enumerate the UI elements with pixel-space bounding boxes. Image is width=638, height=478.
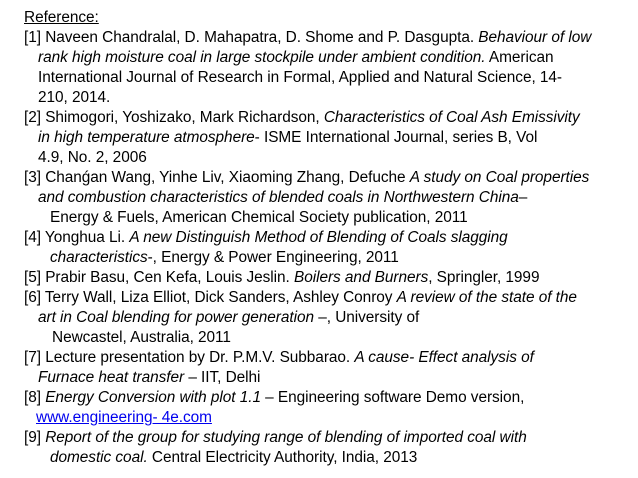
reference-heading: Reference: xyxy=(24,9,99,26)
reference-line xyxy=(24,228,508,248)
reference-title-text: Characteristics of Coal Ash Emissivity xyxy=(323,109,580,126)
reference-text: [7] Lecture presentation by Dr. P.M.V. Subbarao. xyxy=(24,349,355,366)
reference-text: -, Energy & Power Engineering, 2011 xyxy=(147,249,399,266)
reference-line xyxy=(24,348,534,368)
reference-title-text: A new Distinguish Method of Blending of Coals slagging xyxy=(129,229,508,246)
reference-text: , Springler, 1999 xyxy=(428,269,540,286)
reference-title-text: rank high moisture coal in large stockpile under ambient condition. xyxy=(38,49,486,66)
reference-line xyxy=(38,128,537,148)
reference-title-text: A review of the state of the xyxy=(396,289,577,306)
reference-text: American xyxy=(485,49,554,66)
reference-line xyxy=(50,248,399,268)
reference-text: [9] xyxy=(24,429,46,446)
reference-line xyxy=(24,388,524,408)
reference-title-text: A study on Coal properties xyxy=(409,169,590,186)
reference-text: 210, 2014. xyxy=(38,89,111,106)
reference-line xyxy=(36,408,212,428)
reference-title-text: Furnace heat transfer xyxy=(38,369,185,386)
reference-title-text: Report of the group for studying range of blending of imported coal with xyxy=(45,429,527,446)
reference-line xyxy=(24,288,577,308)
reference-text: Central Electricity Authority, India, 2013 xyxy=(147,449,418,466)
reference-title-text: Boilers and Burners xyxy=(294,269,429,286)
reference-title-text: domestic coal. xyxy=(50,449,148,466)
reference-title-text: characteristics xyxy=(50,249,148,266)
reference-title-text: art in Coal blending for power generation xyxy=(38,309,315,326)
reference-line xyxy=(24,268,539,288)
reference-line xyxy=(38,368,260,388)
reference-text: [3] Chanǵan Wang, Yinhe Liv, Xiaoming Zhang, Defuche xyxy=(24,169,410,186)
reference-text: – IIT, Delhi xyxy=(184,369,261,386)
reference-line xyxy=(24,28,591,48)
reference-text: Newcastel, Australia, 2011 xyxy=(52,329,231,346)
reference-title-text: in high temperature atmosphere xyxy=(38,129,255,146)
reference-link[interactable]: www.engineering- 4e.com xyxy=(36,409,212,426)
reference-line xyxy=(24,168,589,188)
reference-line xyxy=(50,208,468,228)
reference-line xyxy=(38,68,562,88)
reference-title-text: and combustion characteristics of blended coals in Northwestern China xyxy=(38,189,519,206)
reference-text: [1] Naveen Chandralal, D. Mahapatra, D. Shome and P. Dasgupta. xyxy=(24,29,479,46)
reference-text: – Engineering software Demo version, xyxy=(260,389,525,406)
reference-line xyxy=(38,188,527,208)
reference-text: [5] Prabir Basu, Cen Kefa, Louis Jeslin. xyxy=(24,269,294,286)
reference-line xyxy=(38,148,147,168)
reference-line xyxy=(52,328,231,348)
reference-text: [4] Yonghua Li. xyxy=(24,229,130,246)
reference-line xyxy=(38,308,419,328)
reference-text: International Journal of Research in Formal, Applied and Natural Science, 14- xyxy=(38,69,563,86)
reference-text: 4.9, No. 2, 2006 xyxy=(38,149,147,166)
reference-line xyxy=(24,108,580,128)
reference-line xyxy=(24,428,527,448)
reference-text: - ISME International Journal, series B, Vol xyxy=(254,129,538,146)
reference-text: Energy & Fuels, American Chemical Society publication, 2011 xyxy=(50,209,468,226)
reference-text: –, University of xyxy=(314,309,420,326)
reference-title-text: A cause- Effect analysis of xyxy=(354,349,534,366)
reference-line xyxy=(38,48,554,68)
reference-title-text: Energy Conversion with plot 1.1 xyxy=(45,389,261,406)
reference-text: [2] Shimogori, Yoshizako, Mark Richardson, xyxy=(24,109,324,126)
reference-text: [8] xyxy=(24,389,46,406)
reference-text: – xyxy=(518,189,528,206)
reference-text: [6] Terry Wall, Liza Elliot, Dick Sanders, Ashley Conroy xyxy=(24,289,397,306)
reference-title-text: Behaviour of low xyxy=(478,29,592,46)
reference-line xyxy=(38,88,110,108)
reference-line xyxy=(50,448,417,468)
